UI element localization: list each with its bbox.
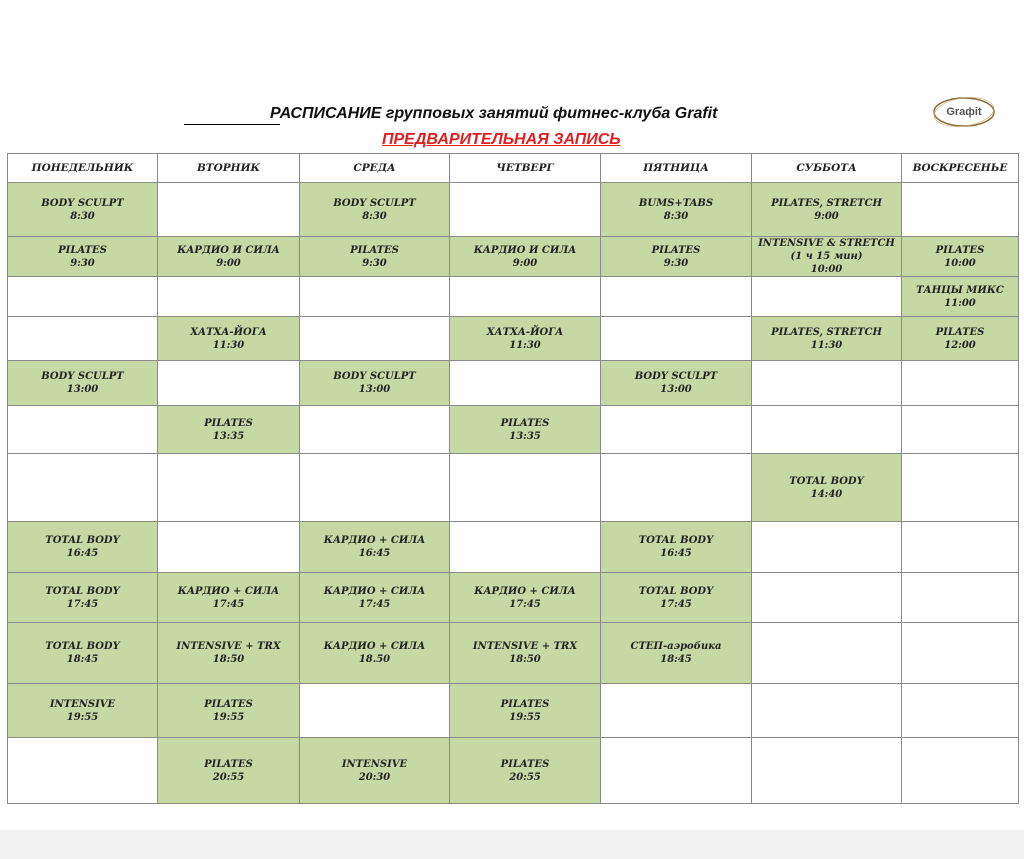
class-cell [601, 361, 752, 406]
class-cell [300, 183, 450, 237]
class-time: 16:45 [660, 548, 692, 559]
empty-cell [450, 361, 601, 406]
empty-cell [8, 738, 158, 804]
schedule-row [8, 738, 1019, 804]
class-time: 20:55 [509, 771, 541, 783]
class-name: INTENSIVE [49, 698, 116, 710]
class-time: 17:45 [509, 598, 541, 610]
class-time: 11:30 [509, 339, 541, 351]
class-time: 19:55 [66, 711, 99, 723]
class-time: 19:55 [212, 711, 245, 723]
class-cell [158, 684, 300, 738]
class-cell [8, 573, 158, 623]
empty-cell [902, 361, 1019, 406]
class-time: 14:40 [810, 488, 843, 500]
schedule-row [8, 522, 1019, 573]
class-name: INTENSIVE [341, 758, 408, 770]
class-cell [300, 237, 450, 277]
class-name: PILATES [651, 244, 701, 256]
day-header: ВОСКРЕСЕНЬЕ [902, 154, 1019, 183]
class-time: 20:30 [358, 771, 391, 783]
class-name: ХАТХА-ЙОГА [190, 326, 267, 338]
class-cell [8, 361, 158, 406]
schedule-row [8, 454, 1019, 522]
class-time: 18:50 [212, 654, 245, 665]
schedule-row [8, 277, 1019, 317]
schedule-body [8, 183, 1019, 804]
empty-cell [450, 183, 601, 237]
class-name: PILATES [204, 417, 253, 429]
empty-cell [300, 684, 450, 738]
class-cell [158, 317, 300, 361]
class-name: PILATES [935, 326, 985, 338]
empty-cell [752, 623, 902, 684]
class-time: 8:30 [70, 210, 95, 222]
empty-cell [752, 684, 902, 738]
class-name: TOTAL BODY [638, 535, 714, 546]
class-time: 8:30 [362, 210, 387, 222]
class-cell [450, 684, 601, 738]
empty-cell [902, 406, 1019, 454]
class-name: PILATES [350, 244, 399, 256]
empty-cell [300, 454, 450, 522]
day-header: СРЕДА [300, 154, 450, 183]
empty-cell [300, 406, 450, 454]
class-cell [601, 623, 752, 684]
class-time: 9:00 [216, 257, 241, 269]
empty-cell [450, 277, 601, 317]
class-cell [752, 454, 902, 522]
schedule-row [8, 406, 1019, 454]
class-cell [601, 237, 752, 277]
empty-cell [752, 361, 902, 406]
class-cell [300, 361, 450, 406]
class-cell [158, 738, 300, 804]
class-name: СТЕП-аэробика [630, 641, 722, 652]
empty-cell [8, 317, 158, 361]
class-cell [450, 317, 601, 361]
empty-cell [158, 454, 300, 522]
class-cell [8, 183, 158, 237]
empty-cell [601, 406, 752, 454]
empty-cell [902, 454, 1019, 522]
class-name: INTENSIVE & STRETCH [758, 238, 895, 249]
empty-cell [902, 183, 1019, 237]
page-title: РАСПИСАНИЕ групповых занятий фитнес-клуба Grafit [270, 105, 718, 122]
logo-text: Graфit [946, 106, 982, 118]
class-name: BODY SCULPT [333, 371, 416, 382]
class-cell [601, 573, 752, 623]
empty-cell [752, 522, 902, 573]
class-name: BUMS+TABS [638, 197, 714, 209]
class-cell [300, 573, 450, 623]
empty-cell [158, 183, 300, 237]
class-cell [158, 406, 300, 454]
empty-cell [752, 738, 902, 804]
class-time: 13:00 [358, 384, 391, 395]
class-time: 12:00 [944, 339, 976, 351]
class-name: ТАНЦЫ МИКС [916, 284, 1004, 296]
class-time: 17:45 [212, 598, 245, 610]
class-cell [902, 277, 1019, 317]
class-time: 13:35 [509, 430, 541, 442]
class-name: BODY SCULPT [41, 197, 124, 209]
class-cell [450, 237, 601, 277]
class-name: INTENSIVE + TRX [176, 641, 281, 652]
empty-cell [752, 277, 902, 317]
empty-cell [902, 738, 1019, 804]
class-time: 16:45 [358, 548, 391, 559]
schedule-row [8, 183, 1019, 237]
empty-cell [902, 623, 1019, 684]
class-cell [902, 237, 1019, 277]
schedule-row [8, 573, 1019, 623]
class-cell [8, 522, 158, 573]
class-time: 18:50 [509, 654, 541, 665]
class-cell [450, 623, 601, 684]
class-cell [450, 406, 601, 454]
class-name: КАРДИО И СИЛА [177, 244, 280, 256]
class-cell [158, 573, 300, 623]
schedule-row [8, 237, 1019, 277]
class-name: КАРДИО И СИЛА [473, 244, 577, 256]
class-name: TOTAL BODY [45, 585, 120, 597]
class-name: PILATES [500, 698, 550, 710]
class-cell [158, 623, 300, 684]
empty-cell [8, 406, 158, 454]
class-cell [601, 183, 752, 237]
class-time: 9:30 [663, 257, 689, 269]
class-time: 8:30 [663, 210, 689, 222]
class-time: 17:45 [358, 598, 391, 610]
class-cell [8, 237, 158, 277]
class-cell [8, 623, 158, 684]
class-cell [300, 623, 450, 684]
class-cell [8, 684, 158, 738]
empty-cell [158, 522, 300, 573]
empty-cell [450, 522, 601, 573]
class-time: 11:30 [212, 339, 245, 351]
empty-cell [601, 738, 752, 804]
class-time: 17:45 [66, 598, 99, 610]
class-cell [752, 237, 902, 277]
empty-cell [601, 317, 752, 361]
class-name: КАРДИО + СИЛА [474, 585, 576, 597]
grafit-logo [926, 90, 998, 132]
class-time: 11:00 [944, 297, 976, 309]
schedule-row [8, 684, 1019, 738]
day-header: ВТОРНИК [158, 154, 300, 183]
class-time: 10:00 [944, 257, 976, 269]
class-name: BODY SCULPT [41, 371, 124, 382]
class-name: КАРДИО + СИЛА [323, 535, 426, 546]
class-time: 18.50 [358, 654, 391, 665]
class-time: 20:55 [212, 771, 245, 783]
class-time: 13:00 [66, 384, 99, 395]
class-time: 16:45 [66, 548, 99, 559]
class-time: 9:30 [362, 257, 387, 269]
class-name: PILATES, STRETCH [771, 197, 882, 209]
day-header-row [8, 154, 1019, 183]
class-cell [601, 522, 752, 573]
title-underline [184, 124, 280, 125]
class-time: 13:35 [212, 430, 245, 442]
class-time: 10:00 [810, 264, 843, 275]
class-name: PILATES [500, 417, 550, 429]
schedule-row [8, 317, 1019, 361]
class-time: 9:00 [512, 257, 538, 269]
class-name: TOTAL BODY [638, 585, 714, 597]
class-cell [300, 522, 450, 573]
class-name: PILATES [204, 698, 253, 710]
class-cell [450, 573, 601, 623]
empty-cell [902, 684, 1019, 738]
class-name: INTENSIVE + TRX [472, 641, 578, 652]
class-cell [158, 237, 300, 277]
class-name: TOTAL BODY [45, 535, 120, 546]
class-name: TOTAL BODY [45, 641, 120, 652]
class-time: 9:00 [814, 210, 839, 222]
class-name: PILATES [935, 244, 985, 256]
empty-cell [601, 684, 752, 738]
empty-cell [601, 277, 752, 317]
empty-cell [8, 277, 158, 317]
class-name: BODY SCULPT [634, 371, 718, 382]
day-header: ЧЕТВЕРГ [450, 154, 601, 183]
page-subtitle: ПРЕДВАРИТЕЛЬНАЯ ЗАПИСЬ [382, 131, 621, 148]
class-duration-note: (1 ч 15 мин) [790, 251, 863, 262]
class-name: КАРДИО + СИЛА [323, 585, 426, 597]
empty-cell [450, 454, 601, 522]
class-name: PILATES, STRETCH [771, 326, 882, 338]
class-name: PILATES [58, 244, 107, 256]
empty-cell [300, 277, 450, 317]
class-name: TOTAL BODY [789, 475, 864, 487]
empty-cell [902, 573, 1019, 623]
class-time: 11:30 [810, 339, 843, 351]
class-cell [752, 317, 902, 361]
class-time: 9:30 [70, 257, 95, 269]
class-time: 13:00 [660, 384, 692, 395]
class-cell [300, 738, 450, 804]
empty-cell [752, 573, 902, 623]
day-header: СУББОТА [752, 154, 902, 183]
schedule-row [8, 361, 1019, 406]
class-cell [902, 317, 1019, 361]
empty-cell [752, 406, 902, 454]
class-time: 18:45 [66, 654, 99, 665]
bottom-strip [0, 830, 1024, 859]
class-name: BODY SCULPT [333, 197, 416, 209]
empty-cell [8, 454, 158, 522]
empty-cell [300, 317, 450, 361]
class-name: PILATES [204, 758, 253, 770]
class-time: 19:55 [509, 711, 541, 723]
class-name: КАРДИО + СИЛА [323, 641, 426, 652]
day-header: ПОНЕДЕЛЬНИК [8, 154, 158, 183]
class-name: PILATES [500, 758, 550, 770]
class-cell [752, 183, 902, 237]
class-time: 17:45 [660, 598, 692, 610]
class-cell [450, 738, 601, 804]
class-time: 18:45 [660, 654, 692, 665]
empty-cell [601, 454, 752, 522]
empty-cell [902, 522, 1019, 573]
schedule-table [7, 153, 1019, 804]
empty-cell [158, 361, 300, 406]
class-name: КАРДИО + СИЛА [177, 585, 280, 597]
empty-cell [158, 277, 300, 317]
class-name: ХАТХА-ЙОГА [486, 326, 564, 338]
day-header: ПЯТНИЦА [601, 154, 752, 183]
schedule-row [8, 623, 1019, 684]
